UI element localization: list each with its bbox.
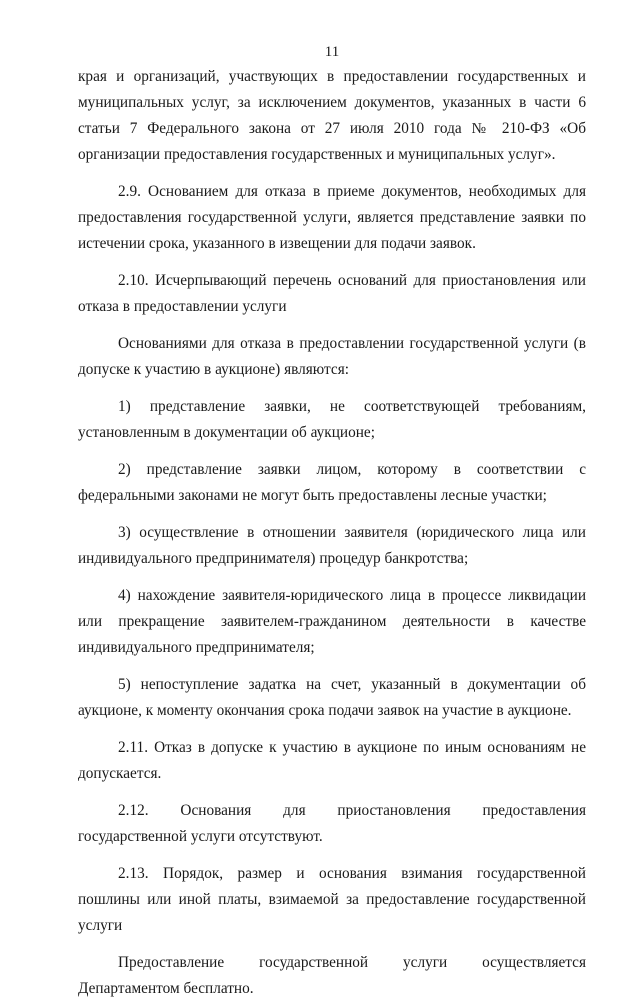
paragraph-2-12: 2.12. Основания для приостановления предоставления государственной услуги отсутствуют. bbox=[78, 802, 586, 845]
paragraph-continuation: края и организаций, участвующих в предоставлении государственных и муниципальных услуг, за исключением документов, указанных в части 6 статьи 7 Федерального закона от 27 июля 2010 года № 210-ФЗ «Об организации предоставления государственных и муниципальных услуг». bbox=[78, 68, 586, 163]
paragraph-free-of-charge: Предоставление государственной услуги осуществляется Департаментом бесплатно. bbox=[78, 954, 586, 997]
paragraph-grounds-intro: Основаниями для отказа в предоставлении государственной услуги (в допуске к участию в аукционе) являются: bbox=[78, 335, 586, 378]
paragraph-2-11: 2.11. Отказ в допуске к участию в аукционе по иным основаниям не допускается. bbox=[78, 739, 586, 782]
paragraph-2-13: 2.13. Порядок, размер и основания взимания государственной пошлины или иной платы, взимаемой за предоставление государственной услуги bbox=[78, 865, 586, 934]
list-item-5: 5) непоступление задатка на счет, указанный в документации об аукционе, к моменту окончания срока подачи заявок на участие в аукционе. bbox=[78, 676, 586, 719]
paragraph-2-9: 2.9. Основанием для отказа в приеме документов, необходимых для предоставления государственной услуги, является представление заявки по истечении срока, указанного в извещении для подачи заявок. bbox=[78, 183, 586, 252]
list-item-2: 2) представление заявки лицом, которому в соответствии с федеральными законами не могут быть предоставлены лесные участки; bbox=[78, 461, 586, 504]
list-item-3: 3) осуществление в отношении заявителя (юридического лица или индивидуального предпринимателя) процедур банкротства; bbox=[78, 524, 586, 567]
list-item-4: 4) нахождение заявителя-юридического лица в процессе ликвидации или прекращение заявителем-гражданином деятельности в качестве индивидуального предпринимателя; bbox=[78, 587, 586, 656]
list-item-1: 1) представление заявки, не соответствующей требованиям, установленным в документации об аукционе; bbox=[78, 398, 586, 441]
page-number: 11 bbox=[324, 44, 340, 60]
paragraph-2-10: 2.10. Исчерпывающий перечень оснований для приостановления или отказа в предоставлении услуги bbox=[78, 272, 586, 315]
